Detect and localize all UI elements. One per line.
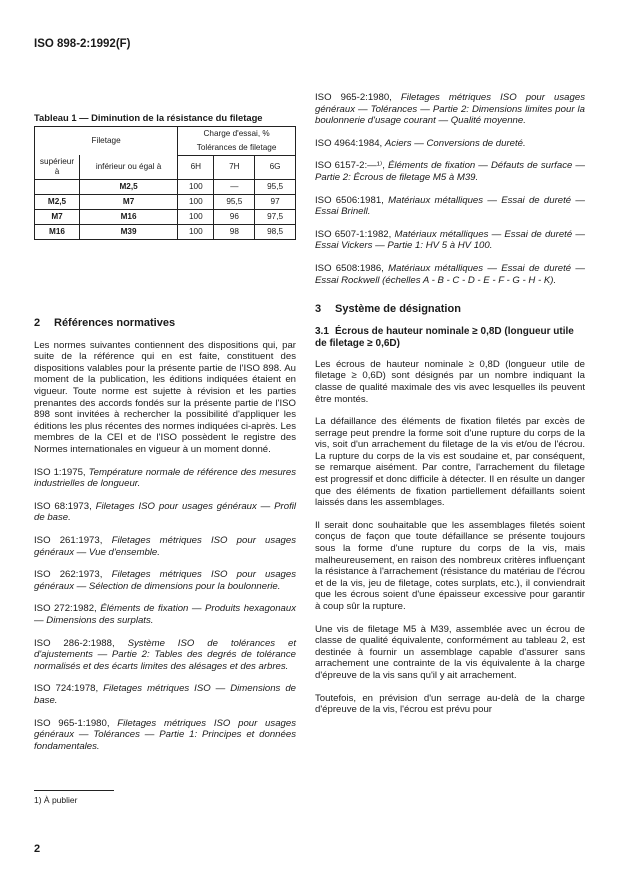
reference-item: ISO 6508:1986, Matériaux métalliques — Essai de dureté — Essai Rockwell (échelles A - B - C - D - E - F - G - H - K). xyxy=(315,262,585,286)
left-column xyxy=(34,112,296,763)
section-3-paragraph: Une vis de filetage M5 à M39, assemblée avec un écrou de classe de qualité équivalente, conformément au tableau 2, est destinée à fournir un assemblage capable d'assurer sans arrachement une contrainte de la vis équivalente à la charge d'épreuve de la vis sans qu'il y ait arrachement. xyxy=(315,623,585,681)
reference-item: ISO 965-1:1980, Filetages métriques ISO pour usages généraux — Tolérances — Partie 1: Principes et données fondamentales. xyxy=(34,717,296,752)
reference-item: ISO 965-2:1980, Filetages métriques ISO pour usages généraux — Tolérances — Partie 2: Dimensions limites pour la boulonnerie d'usage courant — Qualité moyenne. xyxy=(315,92,585,127)
reference-item: ISO 262:1973, Filetages métriques ISO pour usages généraux — Sélection de dimensions pour la boulonnerie. xyxy=(34,569,296,592)
table-row: M2,5 M7 100 95,5 97 xyxy=(35,195,296,210)
table-header-superieur: supérieur à xyxy=(35,155,80,180)
table-header-charge: Charge d'essai, % xyxy=(178,126,296,141)
table-row: M2,5 100 — 95,5 xyxy=(35,180,296,195)
right-column xyxy=(315,92,585,727)
section-3-heading: 3 Système de désignation xyxy=(315,303,461,316)
table-row: M7 M16 100 96 97,5 xyxy=(35,210,296,225)
section-2-heading: 2 Références normatives xyxy=(34,317,176,330)
section-3-paragraph: La défaillance des éléments de fixation filetés par excès de serrage peut prendre la forme soit d'une rupture du corps de la vis, soit d'un arrachement du filetage de la vis et/ou de l'écrou. La rupture du corps de la vis est soudaine et, par conséquent, se remarque aisément. Par contre, l'arrachement du filetage est progressif et donc difficile à détecter. Il en résulte un danger que des éléments de fixation partiellement défaillants soient laissés dans les assemblages. xyxy=(315,416,585,509)
section-3-paragraph: Toutefois, en prévision d'un serrage au-delà de la charge d'épreuve de la vis, l'écrou est prévu pour xyxy=(315,692,585,716)
table-header-filetage: Filetage xyxy=(35,126,178,155)
reference-item: ISO 6157-2:—¹⁾, Éléments de fixation — Défauts de surface — Partie 2: Écrous de filetage M5 à M39. xyxy=(315,160,585,183)
thread-resistance-table xyxy=(34,126,296,241)
section-3-paragraph: Les écrous de hauteur nominale ≥ 0,8D (longueur utile de filetage ≥ 0,6D) sont désignés par un nombre indiquant la classe de qualité maximale des vis avec lesquelles ils peuvent être montés. xyxy=(315,358,585,405)
table-header-6h: 6H xyxy=(178,155,214,180)
reference-item: ISO 261:1973, Filetages métriques ISO pour usages généraux — Vue d'ensemble. xyxy=(34,535,296,558)
reference-item: ISO 1:1975, Température normale de référence des mesures industrielles de longueur. xyxy=(34,466,297,490)
page-number: 2 xyxy=(34,843,41,855)
reference-item: ISO 286-2:1988, Système ISO de tolérances et d'ajustements — Partie 2: Tables des degrés de tolérance normalisés et des écarts limites des alésages et des arbres. xyxy=(34,637,297,672)
reference-item: ISO 724:1978, Filetages métriques ISO — Dimensions de base. xyxy=(34,683,297,706)
reference-item: ISO 6506:1981, Matériaux métalliques — Essai de dureté — Essai Brinell. xyxy=(315,194,585,218)
table-header-6g: 6G xyxy=(255,155,296,180)
table-row: M16 M39 100 98 98,5 xyxy=(35,225,296,240)
section-3-1-heading: 3.1 Écrous de hauteur nominale ≥ 0,8D (longueur utile de filetage ≥ 0,6D) xyxy=(315,325,574,349)
table-caption: Tableau 1 — Diminution de la résistance du filetage xyxy=(34,112,263,123)
table-header-7h: 7H xyxy=(214,155,255,180)
reference-item: ISO 6507-1:1982, Matériaux métalliques — Essai de dureté — Essai Vickers — Partie 1: HV 5 à HV 100. xyxy=(315,228,585,252)
reference-item: ISO 4964:1984, Aciers — Conversions de dureté. xyxy=(315,137,526,149)
table-header-tolerances: Tolérances de filetage xyxy=(178,141,296,156)
reference-item: ISO 272:1982, Éléments de fixation — Produits hexagonaux — Dimensions des surplats. xyxy=(34,603,296,626)
section-3-paragraph: Il serait donc souhaitable que les assemblages filetés soient conçus de façon que toute défaillance se présente toujours sous la forme d'une rupture du corps de la vis, mais malheureusement, en raison des nombreux critères influençant la résistance à l'arrachement (résistance du matériau de l'écrou et de la vis, jeu de filetage, cotes surplats, etc.), il conviendrait que les écrous soient d'une épaisseur excessive pour garantir à coup sûr la rupture. xyxy=(315,519,585,612)
section-2-intro: Les normes suivantes contiennent des dispositions qui, par suite de la référence qui en est faite, constituent des dispositions valables pour la présente partie de l'ISO 898. Au moment de la publication, les éditions indiquées étaient en vigueur. Toute norme est sujette à révision et les parties prenantes des accords fondés sur la présente partie de l'ISO 898 sont invitées à rechercher la possibilité d'appliquer les éditions les plus récentes des normes indiquées ci-après. Les membres de la CEI et de l'ISO possèdent le registre des Normes internationales en vigueur à un moment donné. xyxy=(34,339,296,456)
footnote-separator xyxy=(34,790,114,791)
table-header-inferieur: inférieur ou égal à xyxy=(80,155,178,180)
footnote: 1) À publier xyxy=(34,795,78,805)
standard-header: ISO 898-2:1992(F) xyxy=(34,38,131,50)
reference-item: ISO 68:1973, Filetages ISO pour usages généraux — Profil de base. xyxy=(34,500,296,524)
